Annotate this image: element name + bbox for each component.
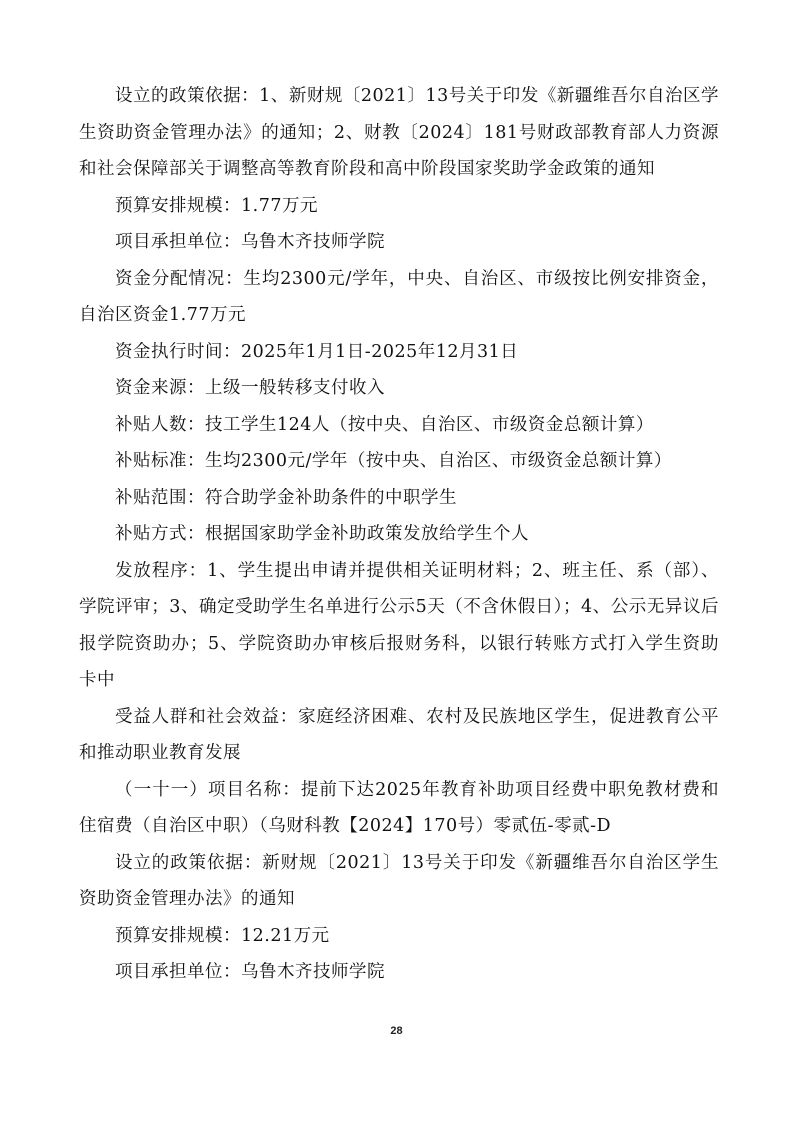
fund-allocation-paragraph: 资金分配情况：生均2300元/学年，中央、自治区、市级按比例安排资金，自治区资金1.77万元: [79, 268, 719, 325]
subsidy-count-paragraph: 补贴人数：技工学生124人（按中央、自治区、市级资金总额计算）: [115, 414, 654, 435]
page-number: 28: [390, 1025, 403, 1037]
document-body: [79, 78, 719, 991]
fund-source-paragraph: 资金来源：上级一般转移支付收入: [115, 378, 385, 398]
policy-basis-paragraph-2: 设立的政策依据：新财规〔2021〕13号关于印发《新疆维吾尔自治区学生资助资金管理办法》的通知: [79, 852, 719, 909]
subsidy-method-paragraph: 补贴方式：根据国家助学金补助政策发放给学生个人: [115, 524, 529, 544]
subsidy-standard-paragraph: 补贴标准：生均2300元/学年（按中央、自治区、市级资金总额计算）: [115, 451, 672, 471]
budget-scale-paragraph: 预算安排规模：1.77万元: [115, 195, 318, 216]
undertaking-unit-paragraph-2: 项目承担单位：乌鲁木齐技师学院: [115, 962, 385, 982]
budget-scale-paragraph-2: 预算安排规模：12.21万元: [115, 925, 330, 946]
policy-basis-paragraph: 设立的政策依据：1、新财规〔2021〕13号关于印发《新疆维吾尔自治区学生资助资金管理办法》的通知；2、财教〔2024〕181号财政部教育部人力资源和社会保障部关于调整高等教育阶段和高中阶段国家奖助学金政策的通知: [79, 86, 719, 179]
undertaking-unit-paragraph: 项目承担单位：乌鲁木齐技师学院: [115, 232, 385, 252]
distribution-procedure-paragraph: 发放程序：1、学生提出申请并提供相关证明材料；2、班主任、系（部）、学院评审；3、确定受助学生名单进行公示5天（不含休假日）；4、公示无异议后报学院资助办；5、学院资助办审核后报财务科，以银行转账方式打入学生资助卡中: [79, 560, 719, 690]
project-name-heading: （一十一）项目名称：提前下达2025年教育补助项目经费中职免教材费和住宿费（自治区中职）（乌财科教【2024】170号）零贰伍-零贰-D: [79, 779, 719, 836]
beneficiaries-paragraph: 受益人群和社会效益：家庭经济困难、农村及民族地区学生，促进教育公平和推动职业教育发展: [79, 706, 719, 763]
subsidy-scope-paragraph: 补贴范围：符合助学金补助条件的中职学生: [115, 487, 457, 508]
execution-time-paragraph: 资金执行时间：2025年1月1日-2025年12月31日: [115, 341, 519, 362]
